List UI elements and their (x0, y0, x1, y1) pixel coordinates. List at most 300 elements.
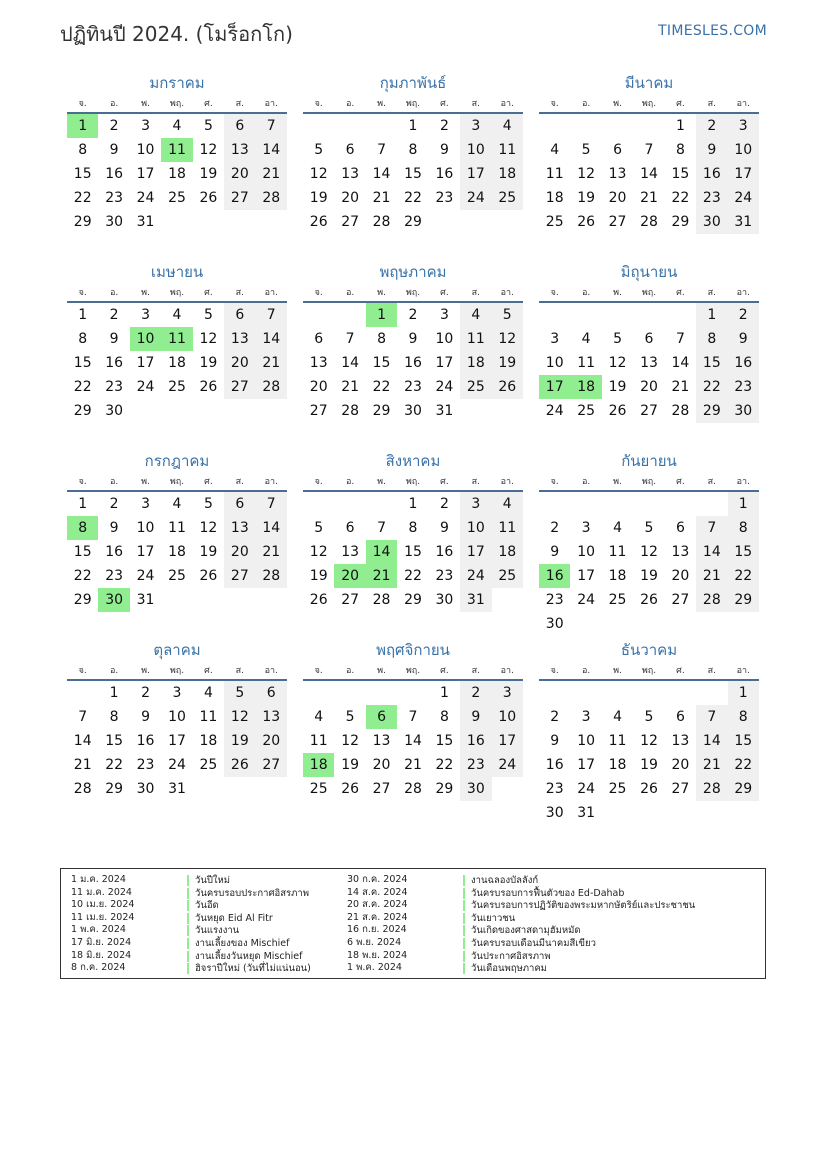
day-cell: 2 (109, 496, 119, 512)
month-name: ธันวาคม (620, 641, 678, 659)
day-cell: 29 (728, 777, 759, 801)
day-cell: 8 (109, 709, 119, 725)
holiday-date: 30 ก.ค. 2024 (347, 874, 408, 885)
holiday-date: 6 พ.ย. 2024 (347, 936, 402, 948)
day-cell: 29 (73, 214, 92, 230)
day-cell: 30 (105, 214, 124, 230)
day-cell: 10 (136, 520, 155, 536)
weekday-label: พ. (613, 288, 622, 298)
month-block (67, 637, 287, 826)
day-cell: 24 (577, 781, 596, 797)
day-cell: 20 (256, 729, 287, 753)
day-cell: 15 (435, 733, 454, 749)
day-cell: 28 (640, 214, 658, 230)
empty-cell (602, 303, 633, 327)
weekday-label: อ. (581, 99, 591, 109)
month-name: พฤศจิกายน (376, 641, 450, 659)
weekday-label: อ. (109, 666, 119, 676)
day-cell: 6 (345, 520, 355, 536)
day-cell: 21 (256, 162, 287, 186)
day-cell: 22 (404, 190, 422, 206)
weekday-label: อา. (264, 666, 278, 676)
weekday-label: ศ. (676, 477, 685, 487)
day-cell: 20 (224, 162, 255, 186)
day-cell: 29 (435, 781, 454, 797)
day-cell: 4 (172, 307, 182, 323)
day-cell: 26 (199, 190, 218, 206)
day-cell: 25 (168, 190, 186, 206)
day-cell: 8 (377, 331, 387, 347)
weekday-label: พฤ. (169, 666, 185, 676)
day-cell: 8 (439, 709, 449, 725)
weekday-label: ส. (707, 666, 716, 676)
weekday-label: ส. (707, 288, 716, 298)
brand-link[interactable]: TIMESLES.COM (658, 23, 767, 39)
day-cell: 13 (608, 166, 627, 182)
day-cell: 5 (581, 142, 591, 158)
weekday-label: จ. (78, 666, 87, 676)
day-cell: 6 (256, 681, 287, 705)
day-cell: 10 (136, 142, 155, 158)
day-cell: 14 (73, 733, 92, 749)
weekday-header (67, 474, 287, 492)
day-cell: 17 (460, 162, 491, 186)
empty-cell (334, 681, 365, 705)
weekday-label: ศ. (204, 99, 213, 109)
day-cell: 24 (136, 190, 155, 206)
day-cell: 8 (696, 327, 727, 351)
calendar-grid (67, 70, 760, 826)
day-cell: 12 (640, 733, 658, 749)
day-cell: 2 (439, 118, 449, 134)
day-grid (539, 114, 759, 234)
day-grid (303, 114, 523, 234)
day-cell: 25 (577, 403, 596, 419)
day-cell: 18 (199, 733, 218, 749)
day-cell: 19 (608, 379, 627, 395)
day-cell: 23 (728, 375, 759, 399)
weekday-label: จ. (550, 288, 559, 298)
weekday-label: อา. (264, 99, 278, 109)
day-cell: 13 (309, 355, 328, 371)
page-title: ปฏิทินปี 2024. (โมร็อกโก) (60, 22, 293, 46)
day-cell: 26 (199, 379, 218, 395)
day-cell: 22 (404, 568, 422, 584)
day-cell: 4 (172, 118, 182, 134)
weekday-label: พ. (613, 477, 622, 487)
day-cell: 7 (408, 709, 418, 725)
weekday-label: ส. (471, 477, 480, 487)
day-cell: 14 (256, 138, 287, 162)
day-cell: 22 (105, 757, 124, 773)
empty-cell (366, 492, 397, 516)
day-cell: 10 (545, 355, 564, 371)
day-cell: 20 (671, 757, 690, 773)
day-cell: 8 (728, 516, 759, 540)
weekday-label: ศ. (204, 666, 213, 676)
weekday-header (67, 663, 287, 681)
day-cell: 30 (105, 403, 124, 419)
day-cell: 16 (435, 544, 454, 560)
day-cell: 5 (224, 681, 255, 705)
day-cell: 28 (256, 564, 287, 588)
holiday-day-cell: 10 (130, 327, 161, 351)
weekday-label: อา. (500, 477, 514, 487)
day-cell: 17 (577, 568, 596, 584)
day-cell: 5 (345, 709, 355, 725)
day-cell: 4 (550, 142, 560, 158)
day-cell: 21 (404, 757, 422, 773)
weekday-label: พฤ. (405, 477, 421, 487)
month-name: เมษายน (150, 263, 204, 281)
day-cell: 1 (78, 307, 88, 323)
day-cell: 26 (640, 781, 658, 797)
day-cell: 21 (696, 753, 727, 777)
weekday-header (303, 663, 523, 681)
empty-cell (570, 681, 601, 705)
weekday-label: พ. (141, 288, 150, 298)
day-cell: 20 (640, 379, 658, 395)
day-grid (539, 681, 759, 825)
day-cell: 6 (224, 492, 255, 516)
day-cell: 13 (671, 733, 690, 749)
month-name: มิถุนายน (620, 263, 678, 281)
day-cell: 23 (435, 190, 454, 206)
holiday-day-cell: 21 (366, 564, 397, 588)
holiday-date: 8 ก.ค. 2024 (71, 962, 126, 974)
day-cell: 3 (439, 307, 449, 323)
weekday-label: ศ. (440, 477, 449, 487)
day-cell: 17 (168, 733, 186, 749)
day-cell: 7 (256, 303, 287, 327)
day-cell: 9 (696, 138, 727, 162)
day-cell: 28 (372, 214, 391, 230)
day-cell: 17 (492, 729, 523, 753)
weekday-label: พฤ. (641, 288, 657, 298)
day-cell: 1 (78, 496, 88, 512)
day-cell: 2 (141, 685, 151, 701)
day-cell: 24 (492, 753, 523, 777)
holiday-day-cell: 1 (366, 303, 397, 327)
day-cell: 25 (608, 781, 627, 797)
day-cell: 9 (141, 709, 151, 725)
day-cell: 17 (435, 355, 454, 371)
weekday-label: พ. (613, 666, 622, 676)
day-cell: 11 (199, 709, 218, 725)
day-cell: 1 (408, 118, 418, 134)
day-cell: 30 (404, 403, 422, 419)
month-block (67, 448, 287, 637)
empty-cell (334, 114, 365, 138)
day-cell: 26 (577, 214, 596, 230)
day-cell: 12 (492, 327, 523, 351)
day-cell: 2 (408, 307, 418, 323)
day-cell: 19 (224, 729, 255, 753)
weekday-label: พฤ. (169, 477, 185, 487)
weekday-label: อา. (736, 477, 750, 487)
weekday-label: อา. (264, 477, 278, 487)
day-grid (303, 681, 523, 801)
holiday-name: วันอีด (187, 900, 219, 911)
holiday-day-cell: 16 (539, 564, 570, 588)
day-cell: 4 (203, 685, 213, 701)
weekday-label: พฤ. (641, 666, 657, 676)
day-cell: 7 (256, 492, 287, 516)
empty-cell (366, 114, 397, 138)
day-cell: 28 (341, 403, 360, 419)
day-cell: 9 (408, 331, 418, 347)
weekday-label: ส. (235, 666, 244, 676)
day-cell: 31 (728, 210, 759, 234)
day-cell: 26 (309, 214, 328, 230)
day-cell: 11 (608, 733, 627, 749)
day-cell: 26 (224, 753, 255, 777)
day-cell: 21 (372, 190, 391, 206)
day-cell: 5 (314, 520, 324, 536)
holiday-day-cell: 18 (303, 753, 334, 777)
empty-cell (665, 492, 696, 516)
day-cell: 29 (73, 592, 92, 608)
holiday-name: งานเลี้ยงวันหยุด Mischief (187, 951, 302, 962)
month-block (539, 70, 759, 259)
empty-cell (366, 681, 397, 705)
day-cell: 31 (168, 781, 186, 797)
day-cell: 9 (550, 544, 560, 560)
weekday-label: ศ. (676, 288, 685, 298)
weekday-label: อา. (500, 99, 514, 109)
day-cell: 25 (608, 592, 627, 608)
day-cell: 12 (640, 544, 658, 560)
day-cell: 2 (550, 709, 560, 725)
day-cell: 29 (728, 588, 759, 612)
day-cell: 22 (728, 564, 759, 588)
day-cell: 4 (172, 496, 182, 512)
holiday-name: วันครบรอบเดือนมีนาคมสีเขียว (463, 938, 596, 949)
weekday-label: พฤ. (405, 99, 421, 109)
day-cell: 26 (309, 592, 328, 608)
day-cell: 13 (224, 138, 255, 162)
day-cell: 2 (109, 307, 119, 323)
day-cell: 2 (696, 114, 727, 138)
day-cell: 16 (136, 733, 155, 749)
day-cell: 13 (671, 544, 690, 560)
day-cell: 29 (404, 214, 422, 230)
weekday-label: พฤ. (641, 477, 657, 487)
empty-cell (633, 492, 664, 516)
day-cell: 23 (105, 379, 124, 395)
day-cell: 23 (404, 379, 422, 395)
weekday-header (539, 663, 759, 681)
weekday-label: พฤ. (405, 666, 421, 676)
weekday-label: จ. (550, 99, 559, 109)
weekday-label: อ. (581, 288, 591, 298)
empty-cell (539, 303, 570, 327)
weekday-label: ส. (471, 99, 480, 109)
holiday-date: 10 เม.ย. 2024 (71, 899, 135, 911)
day-cell: 9 (460, 705, 491, 729)
holiday-date: 21 ส.ค. 2024 (347, 911, 408, 923)
weekday-label: อ. (345, 99, 355, 109)
weekday-header (67, 96, 287, 114)
day-cell: 11 (545, 166, 564, 182)
weekday-label: ส. (235, 99, 244, 109)
day-cell: 7 (345, 331, 355, 347)
day-cell: 20 (341, 190, 360, 206)
weekday-header (539, 285, 759, 303)
day-cell: 31 (460, 588, 491, 612)
day-cell: 26 (608, 403, 627, 419)
empty-cell (602, 681, 633, 705)
day-cell: 19 (640, 757, 658, 773)
day-grid (303, 303, 523, 423)
day-cell: 23 (105, 190, 124, 206)
day-cell: 30 (728, 399, 759, 423)
day-cell: 10 (460, 516, 491, 540)
day-cell: 12 (577, 166, 596, 182)
day-cell: 12 (309, 544, 328, 560)
weekday-label: อ. (581, 477, 591, 487)
day-cell: 17 (577, 757, 596, 773)
day-cell: 4 (492, 114, 523, 138)
weekday-label: ส. (235, 477, 244, 487)
day-cell: 8 (408, 142, 418, 158)
day-cell: 6 (644, 331, 654, 347)
day-cell: 7 (696, 705, 727, 729)
day-cell: 17 (136, 544, 155, 560)
day-cell: 21 (73, 757, 92, 773)
day-cell: 23 (696, 186, 727, 210)
day-cell: 11 (460, 327, 491, 351)
day-cell: 14 (696, 729, 727, 753)
weekday-label: พ. (377, 666, 386, 676)
day-cell: 17 (460, 540, 491, 564)
day-cell: 21 (256, 351, 287, 375)
day-cell: 15 (404, 544, 422, 560)
day-cell: 19 (492, 351, 523, 375)
holiday-date: 17 มิ.ย. 2024 (71, 936, 132, 948)
day-cell: 16 (404, 355, 422, 371)
weekday-header (67, 285, 287, 303)
weekday-label: ศ. (440, 288, 449, 298)
day-cell: 24 (577, 592, 596, 608)
weekday-label: อา. (736, 666, 750, 676)
day-cell: 1 (675, 118, 685, 134)
empty-cell (570, 303, 601, 327)
weekday-label: ศ. (676, 99, 685, 109)
day-cell: 29 (671, 214, 690, 230)
day-cell: 16 (435, 166, 454, 182)
empty-cell (696, 681, 727, 705)
weekday-label: อา. (500, 288, 514, 298)
day-cell: 8 (78, 331, 88, 347)
month-block (539, 637, 759, 826)
holiday-name: งานเลี้ยงของ Mischief (187, 938, 289, 949)
day-cell: 20 (224, 540, 255, 564)
holiday-legend (60, 868, 766, 979)
weekday-label: พ. (141, 477, 150, 487)
weekday-label: อ. (345, 666, 355, 676)
day-cell: 22 (671, 190, 690, 206)
weekday-label: ศ. (676, 666, 685, 676)
weekday-label: จ. (78, 477, 87, 487)
weekday-label: จ. (314, 477, 323, 487)
empty-cell (696, 492, 727, 516)
day-cell: 5 (203, 307, 213, 323)
day-cell: 15 (728, 729, 759, 753)
day-cell: 21 (671, 379, 690, 395)
empty-cell (303, 303, 334, 327)
day-cell: 6 (345, 142, 355, 158)
holiday-day-cell: 20 (334, 564, 365, 588)
empty-cell (303, 492, 334, 516)
day-cell: 10 (168, 709, 186, 725)
day-cell: 4 (314, 709, 324, 725)
day-cell: 23 (545, 592, 564, 608)
day-cell: 14 (696, 540, 727, 564)
day-cell: 24 (728, 186, 759, 210)
day-cell: 19 (199, 166, 218, 182)
day-cell: 24 (168, 757, 186, 773)
day-cell: 3 (460, 492, 491, 516)
day-cell: 22 (372, 379, 391, 395)
day-cell: 4 (492, 492, 523, 516)
holiday-date: 18 มิ.ย. 2024 (71, 949, 132, 961)
month-name: มกราคม (149, 74, 205, 92)
day-cell: 20 (309, 379, 328, 395)
day-cell: 31 (435, 403, 454, 419)
empty-cell (570, 114, 601, 138)
holiday-day-cell: 8 (67, 516, 98, 540)
day-cell: 30 (696, 210, 727, 234)
month-name: มีนาคม (624, 74, 674, 92)
day-cell: 3 (460, 114, 491, 138)
day-cell: 28 (671, 403, 690, 419)
day-cell: 3 (550, 331, 560, 347)
weekday-label: พ. (613, 99, 622, 109)
day-cell: 9 (550, 733, 560, 749)
day-cell: 19 (577, 190, 596, 206)
day-cell: 16 (728, 351, 759, 375)
day-cell: 13 (224, 327, 255, 351)
month-block (539, 259, 759, 448)
day-cell: 13 (640, 355, 658, 371)
weekday-label: พ. (377, 477, 386, 487)
day-cell: 30 (136, 781, 155, 797)
day-cell: 15 (728, 540, 759, 564)
day-cell: 26 (199, 568, 218, 584)
day-cell: 28 (696, 777, 727, 801)
weekday-label: ศ. (440, 99, 449, 109)
day-cell: 27 (309, 403, 328, 419)
holiday-date: 14 ส.ค. 2024 (347, 886, 408, 898)
day-cell: 23 (460, 753, 491, 777)
holiday-date: 1 พ.ค. 2024 (347, 962, 402, 974)
day-cell: 25 (492, 564, 523, 588)
day-cell: 24 (460, 186, 491, 210)
day-cell: 2 (109, 118, 119, 134)
day-cell: 24 (435, 379, 454, 395)
empty-cell (602, 114, 633, 138)
weekday-label: จ. (550, 666, 559, 676)
month-name: กันยายน (621, 452, 677, 470)
day-cell: 6 (675, 520, 685, 536)
weekday-label: ส. (471, 666, 480, 676)
day-cell: 12 (341, 733, 360, 749)
day-cell: 25 (309, 781, 328, 797)
day-cell: 31 (136, 214, 155, 230)
weekday-label: จ. (550, 477, 559, 487)
day-cell: 5 (644, 709, 654, 725)
